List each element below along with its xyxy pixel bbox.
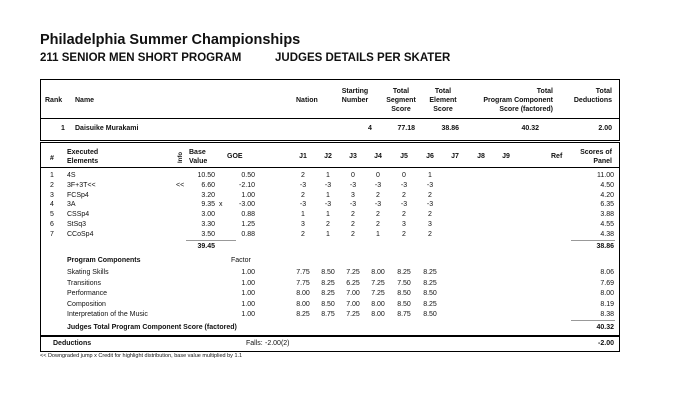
judge-score: 0 — [351, 172, 355, 179]
judge-header: J3 — [349, 153, 357, 160]
footnote: << Downgraded jump x Credit for highlight distribution, base value multiplied by 1.1 — [40, 353, 243, 359]
element-goe: 1.00 — [241, 191, 255, 199]
element-code: CCoSp4 — [67, 230, 94, 238]
skater-pcs: 40.32 — [521, 125, 539, 132]
judge-score: 8.25 — [321, 290, 335, 297]
element-goe: -2.10 — [239, 181, 255, 189]
name-header: Name — [75, 97, 95, 104]
nation-header: Nation — [296, 97, 318, 104]
skater-tes: 38.86 — [441, 125, 459, 132]
event-name: 211 SENIOR MEN SHORT PROGRAM — [40, 52, 242, 64]
judge-score: 8.25 — [397, 269, 411, 276]
panel-header: Scores of Panel — [580, 149, 612, 165]
element-panel-score: 3.88 — [600, 211, 614, 219]
skater-rank: 1 — [61, 125, 65, 132]
judge-score: 6.25 — [346, 279, 360, 287]
component-name: Interpretation of the Music — [67, 311, 148, 318]
component-name: Performance — [67, 290, 108, 297]
element-bonus-marker: x — [219, 201, 223, 209]
element-number: 5 — [50, 211, 54, 219]
element-panel-score: 11.00 — [597, 172, 614, 179]
judge-score: -3 — [426, 201, 434, 209]
tss-header: Total Segment Score — [386, 88, 416, 113]
judge-header: J6 — [426, 153, 434, 160]
judge-score: 2 — [301, 230, 305, 238]
element-panel-score: 4.20 — [600, 191, 614, 199]
pcs-header: Total Program Component Score (factored) — [483, 88, 553, 113]
components-header: Program Components — [67, 257, 141, 264]
judge-score: 8.50 — [321, 300, 335, 308]
component-score: 8.19 — [600, 300, 614, 308]
judge-score: 8.50 — [397, 300, 411, 308]
judge-score: 8.25 — [423, 279, 437, 287]
judge-score: -3 — [374, 201, 382, 209]
element-number: 6 — [50, 221, 54, 228]
judge-score: 2 — [351, 211, 355, 219]
deductions-total: -2.00 — [598, 340, 614, 347]
element-panel-score: 4.55 — [600, 221, 614, 228]
judge-score: 1 — [376, 230, 380, 238]
element-code: 3F+3T<< — [67, 181, 96, 189]
judge-score: 3 — [301, 221, 305, 228]
judge-score: 8.25 — [296, 311, 310, 318]
element-code: CSSp4 — [67, 211, 90, 219]
element-base-value: 3.50 — [201, 230, 215, 238]
judge-score: 1 — [428, 172, 432, 179]
element-base-value: 3.20 — [201, 191, 215, 199]
judge-score: 0 — [376, 172, 380, 179]
judge-score: 2 — [351, 221, 355, 228]
skater-deductions: 2.00 — [598, 125, 612, 132]
judge-score: 8.00 — [296, 290, 310, 297]
judge-score: 8.25 — [423, 269, 437, 276]
component-score: 8.38 — [600, 311, 614, 318]
component-name: Transitions — [67, 279, 101, 287]
judge-score: 3 — [402, 221, 406, 228]
deductions-bar — [40, 336, 620, 352]
judge-score: 2 — [428, 211, 432, 219]
judge-score: 2 — [376, 221, 380, 228]
component-factor: 1.00 — [241, 279, 255, 287]
tes-total: 38.86 — [596, 243, 614, 250]
rank-header: Rank — [45, 97, 63, 104]
judge-score: 7.00 — [346, 300, 360, 308]
judge-score: 8.00 — [296, 300, 310, 308]
judge-header: J4 — [374, 153, 382, 160]
judge-score: -3 — [299, 201, 307, 209]
executed-header: Executed Elements — [67, 149, 99, 165]
judge-score: 2 — [351, 230, 355, 238]
element-goe: -3.00 — [239, 201, 255, 209]
judge-score: 8.00 — [371, 311, 385, 318]
judge-header: J7 — [451, 153, 459, 160]
ref-header: Ref — [551, 153, 563, 160]
judge-score: -3 — [299, 181, 307, 189]
component-score: 8.00 — [600, 290, 614, 297]
info-header: Info — [178, 152, 184, 163]
skater-tss: 77.18 — [397, 125, 415, 132]
element-number: 3 — [50, 191, 54, 199]
judge-score: 8.50 — [397, 290, 411, 297]
tes-header: Total Element Score — [429, 88, 457, 113]
judge-score: 7.25 — [371, 290, 385, 297]
component-name: Composition — [67, 300, 106, 308]
judge-score: 2 — [428, 230, 432, 238]
element-base-value: 3.30 — [201, 221, 215, 228]
judge-score: -3 — [349, 181, 357, 189]
element-number: 1 — [50, 172, 54, 179]
judge-score: 8.00 — [371, 300, 385, 308]
report-name: JUDGES DETAILS PER SKATER — [275, 52, 451, 64]
component-factor: 1.00 — [241, 300, 255, 308]
judge-score: 3 — [428, 221, 432, 228]
judge-score: 8.50 — [321, 269, 335, 276]
judge-score: 1 — [326, 172, 330, 179]
element-panel-score: 4.50 — [600, 181, 614, 189]
judge-header: J5 — [400, 153, 408, 160]
judge-score: -3 — [349, 201, 357, 209]
judge-score: 2 — [402, 230, 406, 238]
element-base-value: 9.35 — [201, 201, 215, 209]
summary-table — [40, 79, 620, 141]
element-goe: 0.88 — [241, 211, 255, 219]
component-score: 7.69 — [600, 279, 614, 287]
num-header: # — [50, 155, 54, 162]
element-info: << — [176, 181, 185, 189]
element-number: 2 — [50, 181, 54, 189]
judge-score: 2 — [402, 211, 406, 219]
judge-score: 2 — [376, 211, 380, 219]
judge-header: J9 — [502, 153, 510, 160]
judge-score: 8.25 — [321, 279, 335, 287]
pcs-total: 40.32 — [596, 324, 614, 331]
element-goe: 0.88 — [241, 230, 255, 238]
judge-header: J2 — [324, 153, 332, 160]
judge-score: -3 — [400, 181, 408, 189]
judge-score: 2 — [301, 172, 305, 179]
judge-score: 0 — [402, 172, 406, 179]
judge-score: -3 — [374, 181, 382, 189]
judge-score: -3 — [324, 181, 332, 189]
element-panel-score: 6.35 — [600, 201, 614, 209]
element-goe: 1.25 — [241, 221, 255, 228]
element-base-value: 10.50 — [197, 172, 215, 179]
starting-number-header: Starting Number — [341, 88, 369, 104]
element-base-value: 3.00 — [201, 211, 215, 219]
judge-score: 7.25 — [346, 269, 360, 276]
judge-score: 1 — [326, 230, 330, 238]
judge-score: 8.00 — [371, 269, 385, 276]
deductions-label: Deductions — [53, 340, 92, 347]
component-name: Skating Skills — [67, 269, 109, 276]
base-header: Base Value — [189, 149, 208, 165]
ded-header: Total Deductions — [573, 88, 612, 104]
judge-score: 8.50 — [423, 311, 437, 318]
judge-score: 2 — [301, 191, 305, 199]
component-factor: 1.00 — [241, 269, 255, 276]
base-total: 39.45 — [197, 243, 215, 250]
judge-score: 7.50 — [397, 279, 411, 287]
judge-score: 1 — [301, 211, 305, 219]
judge-score: 7.00 — [346, 290, 360, 297]
falls-label: Falls: — [246, 340, 263, 347]
element-goe: 0.50 — [241, 172, 255, 179]
judge-score: 1 — [326, 191, 330, 199]
element-panel-score: 4.38 — [600, 230, 614, 238]
judge-score: 7.25 — [371, 279, 385, 287]
component-score: 8.06 — [600, 269, 614, 276]
judge-score: 8.25 — [423, 300, 437, 308]
judge-score: 7.75 — [296, 279, 310, 287]
element-base-value: 6.60 — [201, 181, 215, 189]
judge-header: J8 — [477, 153, 485, 160]
goe-header: GOE — [227, 153, 243, 160]
element-code: StSq3 — [67, 221, 87, 228]
judge-header: J1 — [299, 153, 307, 160]
judge-score: 8.75 — [321, 311, 335, 318]
details-table — [40, 142, 620, 336]
skater-name: Daisuike Murakami — [75, 125, 139, 132]
element-code: 4S — [67, 172, 76, 179]
judge-score: 8.50 — [423, 290, 437, 297]
factor-header: Factor — [231, 257, 251, 264]
pcs-total-label: Judges Total Program Component Score (factored) — [67, 324, 237, 331]
judge-score: 2 — [376, 191, 380, 199]
judge-score: -3 — [426, 181, 434, 189]
judge-score: 7.25 — [346, 311, 360, 318]
judge-score: -3 — [324, 201, 332, 209]
judge-score: 2 — [428, 191, 432, 199]
judge-score: 3 — [351, 191, 355, 199]
judge-score: 2 — [402, 191, 406, 199]
judge-score: 7.75 — [296, 269, 310, 276]
falls-value: -2.00(2) — [265, 340, 290, 347]
element-number: 7 — [50, 230, 54, 238]
element-number: 4 — [50, 201, 54, 209]
component-factor: 1.00 — [241, 290, 255, 297]
component-factor: 1.00 — [241, 311, 255, 318]
judge-score: 1 — [326, 211, 330, 219]
judge-score: 2 — [326, 221, 330, 228]
skater-starting-number: 4 — [368, 125, 372, 132]
element-code: FCSp4 — [67, 191, 89, 199]
judge-score: 8.75 — [397, 311, 411, 318]
element-code: 3A — [67, 201, 76, 209]
page-title: Philadelphia Summer Championships — [40, 32, 301, 48]
judge-score: -3 — [400, 201, 408, 209]
